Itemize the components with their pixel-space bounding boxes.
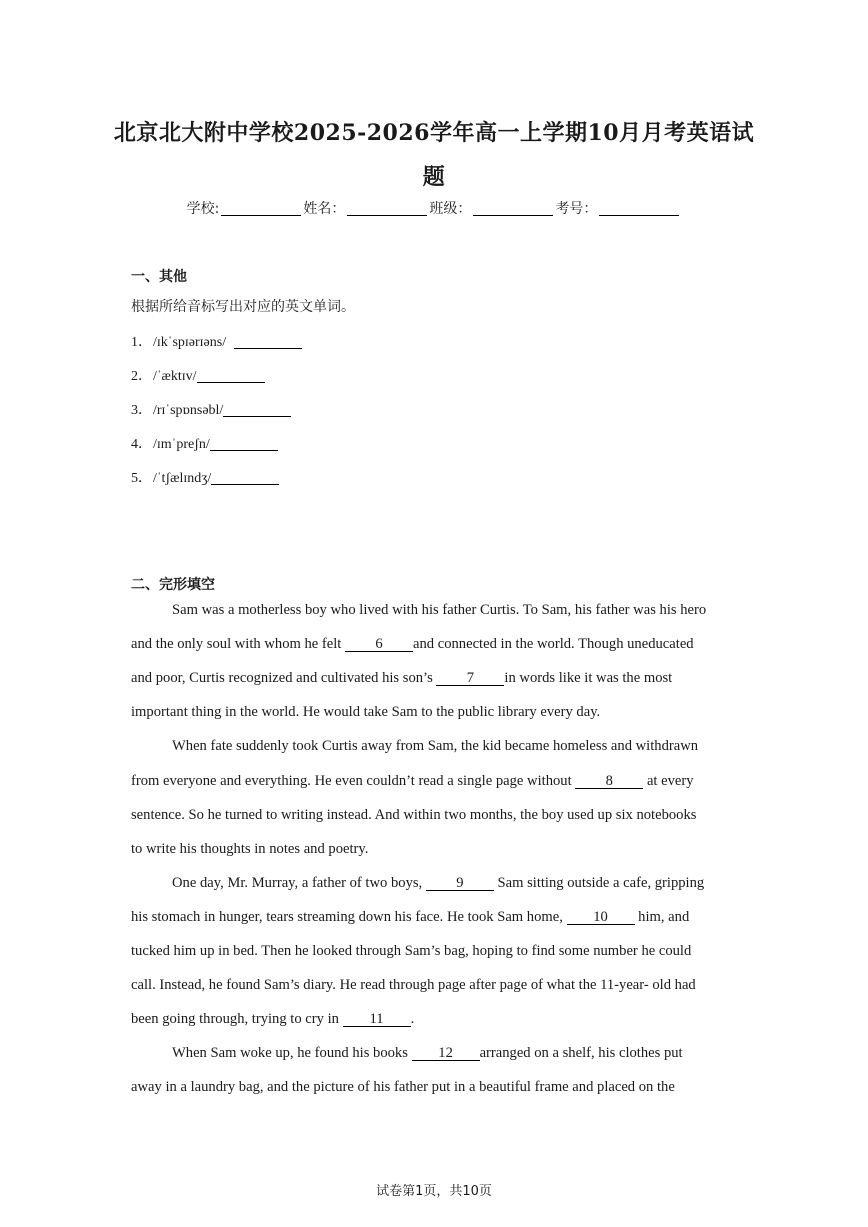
question-number: 1． [131, 335, 152, 350]
answer-blank[interactable] [210, 436, 278, 451]
phonetic-text: /ˈtʃælɪndʒ/ [153, 471, 212, 486]
passage-line: away in a laundry bag, and the picture of his father put in a beautiful frame and placed on the [131, 1079, 675, 1095]
cloze-blank-11[interactable]: 11 [343, 1012, 411, 1027]
passage-line: sentence. So he turned to writing instead. And within two months, the boy used up six notebooks [131, 807, 697, 823]
school-label: 学校: [186, 201, 220, 217]
answer-blank[interactable] [234, 334, 302, 349]
answer-blank[interactable] [223, 402, 291, 417]
cloze-blank-10[interactable]: 10 [567, 910, 635, 925]
passage-line: his stomach in hunger, tears streaming down his face. He took Sam home, 10 him, and [131, 909, 690, 925]
cloze-blank-6[interactable]: 6 [345, 637, 413, 652]
answer-blank[interactable] [211, 470, 279, 485]
passage-line: Sam was a motherless boy who lived with his father Curtis. To Sam, his father was his hero [172, 602, 707, 618]
page-footer: 试卷第1页，共10页 [376, 1184, 492, 1199]
question-3 [131, 399, 291, 419]
section1-heading: 一、其他 [131, 269, 187, 285]
exam-number-label: 考号： [555, 201, 598, 217]
cloze-blank-8[interactable]: 8 [575, 774, 643, 789]
passage-line: One day, Mr. Murray, a father of two boys, 9 Sam sitting outside a cafe, gripping [172, 875, 705, 891]
phonetic-text: /ɪmˈpreʃn/ [153, 437, 210, 452]
section1-instruction: 根据所给音标写出对应的英文单词。 [131, 299, 355, 315]
phonetic-text: /ˈæktɪv/ [153, 369, 197, 384]
passage-line: call. Instead, he found Sam’s diary. He read through page after page of what the 11-year- old had [131, 977, 696, 993]
student-info-row [0, 198, 868, 218]
question-1 [131, 331, 302, 351]
passage-line: When fate suddenly took Curtis away from Sam, the kid became homeless and withdrawn [172, 738, 699, 754]
passage-line: tucked him up in bed. Then he looked through Sam’s bag, hoping to find some number he could [131, 943, 692, 959]
passage-line: When Sam woke up, he found his books 12 arranged on a shelf, his clothes put [172, 1045, 683, 1061]
passage-line: to write his thoughts in notes and poetry. [131, 841, 369, 857]
question-number: 3． [131, 403, 152, 418]
cloze-blank-7[interactable]: 7 [436, 671, 504, 686]
class-blank[interactable] [473, 201, 553, 216]
passage-line: and poor, Curtis recognized and cultivated his son’s 7 in words like it was the most [131, 670, 673, 686]
passage-line: been going through, trying to cry in 11 . [131, 1011, 415, 1027]
passage-line: important thing in the world. He would take Sam to the public library every day. [131, 704, 601, 720]
question-2 [131, 365, 265, 385]
question-5 [131, 467, 279, 487]
exam-number-blank[interactable] [599, 201, 679, 216]
class-label: 班级： [429, 201, 472, 217]
section2-heading: 二、完形填空 [131, 577, 215, 593]
passage-line: from everyone and everything. He even couldn’t read a single page without 8 at every [131, 773, 694, 789]
question-number: 2． [131, 369, 152, 384]
question-number: 4． [131, 437, 152, 452]
cloze-blank-12[interactable]: 12 [412, 1046, 480, 1061]
phonetic-text: /rɪˈspɒnsəbl/ [153, 403, 224, 418]
school-blank[interactable] [221, 201, 301, 216]
passage-line: and the only soul with whom he felt 6 and connected in the world. Though uneducated [131, 636, 694, 652]
page-title-line1: 北京北大附中学校2025-2026学年高一上学期10月月考英语试 [113, 120, 755, 146]
cloze-blank-9[interactable]: 9 [426, 876, 494, 891]
question-number: 5． [131, 471, 152, 486]
name-blank[interactable] [347, 201, 427, 216]
answer-blank[interactable] [197, 368, 265, 383]
question-4 [131, 433, 278, 453]
page-title-line2: 题 [422, 164, 446, 190]
name-label: 姓名： [303, 201, 346, 217]
phonetic-text: /ɪkˈspɪərɪəns/ [153, 335, 230, 350]
